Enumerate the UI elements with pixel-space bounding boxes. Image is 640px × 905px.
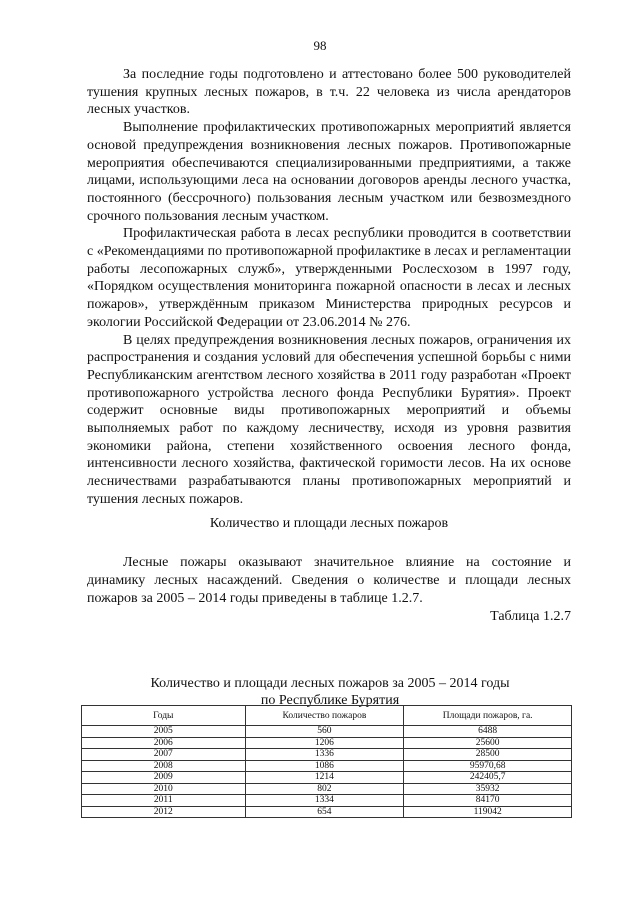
table-title-line: по Республике Бурятия [260,693,400,708]
cell-count: 1206 [245,737,404,749]
table-row [82,749,572,761]
cell-year: 2005 [82,726,246,738]
table-row [82,772,572,784]
table-row [82,760,572,772]
cell-year: 2007 [82,749,246,761]
table-header-row [82,706,572,726]
section-heading: Количество и площади лесных пожаров [209,515,449,531]
paragraph: Профилактическая работа в лесах республики проводится в соответствии с «Рекомендациями по противопожарной профилактике в лесах и регламентации работы лесопожарных служб», утвержденными Рослесхозом в 1997 году, «Порядком осуществления мониторинга пожарной опасности в лесах и лесных пожаров», утверждённым приказом Министерства природных ресурсов и экологии Российской Федерации от 23.06.2014 № 276. [87,226,571,330]
cell-year: 2008 [82,760,246,772]
cell-count: 802 [245,783,404,795]
cell-area: 6488 [404,726,572,738]
cell-area: 35932 [404,783,572,795]
cell-area: 242405,7 [404,772,572,784]
page-number: 98 [313,38,327,53]
paragraph: Лесные пожары оказывают значительное влияние на состояние и динамику лесных насаждений. Сведения о количестве и площади лесных пожаров за 2005 – 2014 годы приведены в таблице 1.2.7. [87,555,571,606]
paragraph: За последние годы подготовлено и аттестовано более 500 руководителей тушения крупных лесных пожаров, в т.ч. 22 человека из числа арендаторов лесных участков. [87,67,571,118]
header-fire-area: Площади пожаров, га. [404,706,572,726]
cell-area: 28500 [404,749,572,761]
header-years: Годы [82,706,246,726]
table-label: Таблица 1.2.7 [490,609,571,625]
cell-area: 84170 [404,795,572,807]
cell-count: 1334 [245,795,404,807]
paragraph: Выполнение профилактических противопожарных мероприятий является основой предупреждения возникновения лесных пожаров. Противопожарные мероприятия обеспечиваются специализированными предприятиями, а также лицами, использующими леса на основании договоров аренды лесного участка, постоянного (бессрочного) пользования лесным участком или безвозмездного срочного пользования лесным участком. [87,120,571,224]
cell-count: 654 [245,806,404,818]
cell-year: 2010 [82,783,246,795]
cell-area: 95970,68 [404,760,572,772]
table-title [100,675,560,709]
table-title-line: Количество и площади лесных пожаров за 2005 – 2014 годы [150,676,510,691]
fires-table [81,705,572,818]
table-row [82,783,572,795]
cell-year: 2011 [82,795,246,807]
table-row [82,726,572,738]
cell-count: 1336 [245,749,404,761]
cell-count: 1214 [245,772,404,784]
paragraph: В целях предупреждения возникновения лесных пожаров, ограничения их распространения и создания условий для обеспечения успешной борьбы с ними Республиканским агентством лесного хозяйства в 2011 году разработан «Проект противопожарного устройства лесного фонда Республики Бурятия». Проект содержит основные виды противопожарных мероприятий и объемы выполняемых работ по каждому лесничеству, исходя из уровня развития экономики района, степени хозяйственного освоения лесного фонда, интенсивности лесного хозяйства, фактической горимости лесов. На их основе лесничествами разрабатываются планы противопожарных мероприятий и тушения лесных пожаров. [87,332,571,507]
table-row [82,795,572,807]
document-body [87,66,571,626]
cell-count: 1086 [245,760,404,772]
cell-year: 2006 [82,737,246,749]
cell-area: 119042 [404,806,572,818]
cell-count: 560 [245,726,404,738]
table-row [82,806,572,818]
cell-year: 2009 [82,772,246,784]
table-row [82,737,572,749]
cell-year: 2012 [82,806,246,818]
cell-area: 25600 [404,737,572,749]
header-fire-count: Количество пожаров [245,706,404,726]
